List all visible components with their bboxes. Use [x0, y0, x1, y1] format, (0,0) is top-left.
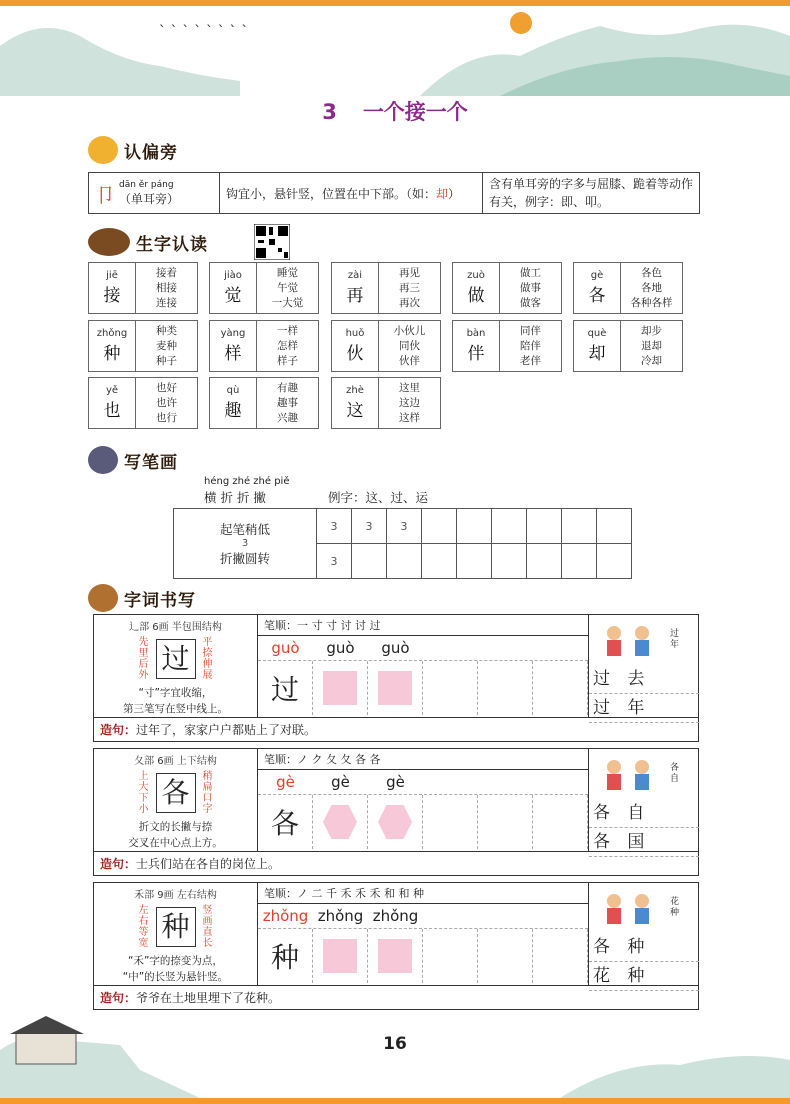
- radical-tip-close: ）: [448, 186, 461, 201]
- stroke-practice-cell[interactable]: [422, 509, 457, 544]
- practice-row: [258, 661, 588, 715]
- radical-section-header: [88, 136, 178, 164]
- char-word: 小伙儿: [393, 324, 426, 337]
- writing-block: [93, 748, 699, 876]
- char-words: [621, 263, 682, 313]
- practice-cell[interactable]: [478, 795, 533, 849]
- structure-hint-char: 长: [202, 938, 213, 949]
- ox-mascot-icon: [88, 446, 118, 474]
- word-practice: 过 去: [589, 665, 699, 694]
- pinyin-row: [258, 636, 588, 661]
- village-footer-illustration: [0, 1010, 790, 1098]
- stroke-section-header: [88, 446, 178, 474]
- structure-hint-char: 外: [138, 670, 149, 681]
- stroke-practice-cell[interactable]: [457, 544, 492, 579]
- writing-tip-line: 折文的长撇与捺: [138, 821, 213, 833]
- trace-shape: [378, 671, 412, 705]
- sentence-label: 造句：: [100, 723, 137, 737]
- char-word: 午觉: [277, 281, 298, 294]
- stroke-order-label: 笔顺：: [264, 619, 297, 632]
- radical-table: [88, 172, 700, 214]
- practice-cell[interactable]: [478, 929, 533, 983]
- mountain-header-illustration: [0, 6, 790, 96]
- illustration-caption: 各自: [670, 763, 680, 784]
- char-word: 趣事: [277, 396, 298, 409]
- stroke-order: [258, 749, 588, 770]
- char-word: 这样: [399, 411, 420, 424]
- pinyin-row: [258, 770, 588, 795]
- structure-hint-char: 大: [138, 782, 149, 793]
- word-practice: 各 种: [589, 933, 699, 962]
- model-char-cell: [258, 929, 313, 983]
- char-glyph: 各: [588, 286, 606, 306]
- writing-tip-line: 交叉在中心点上方。: [128, 837, 223, 849]
- structure-hint-char: 上: [138, 771, 149, 782]
- practice-row: [258, 795, 588, 849]
- structure-hint-char: 捺: [202, 648, 213, 659]
- char-word: 陪伴: [520, 339, 541, 352]
- structure-hint-left: [138, 771, 150, 815]
- stroke-practice-cell[interactable]: [527, 509, 562, 544]
- char-word: 退却: [641, 339, 662, 352]
- stroke-tip-line1: 起笔稍低: [219, 522, 270, 537]
- stroke-order-sequence: ノ ク 夂 夂 各 各: [297, 753, 381, 766]
- char-word: 同伙: [399, 339, 420, 352]
- pinyin-sample: guò: [271, 639, 300, 657]
- char-pinyin: yàng: [220, 328, 246, 339]
- sentence-label: 造句：: [100, 991, 137, 1005]
- char-word: 连接: [156, 296, 177, 309]
- stroke-order: [258, 615, 588, 636]
- char-card-head: [332, 321, 379, 371]
- trace-cell[interactable]: [313, 929, 368, 983]
- structure-hint-char: 口: [202, 793, 213, 804]
- char-glyph: 做: [467, 286, 485, 306]
- char-card: [88, 320, 198, 372]
- sentence-text: 士兵们站在各自的岗位上。: [136, 857, 281, 871]
- structure-hint-char: 后: [138, 659, 149, 670]
- char-word: 伙伴: [399, 354, 420, 367]
- structure-hint-char: 下: [138, 793, 149, 804]
- char-card: [88, 262, 198, 314]
- structure-hint-char: 小: [138, 804, 149, 815]
- char-pinyin: gè: [590, 270, 604, 281]
- char-words: [136, 378, 197, 428]
- char-word: 麦种: [156, 339, 177, 352]
- pinyin-sample: gè: [386, 773, 405, 791]
- char-info: 夂部 6画 上下结构: [134, 756, 217, 767]
- page-number: 16: [383, 1034, 407, 1054]
- char-card: [209, 262, 319, 314]
- practice-area: [258, 883, 589, 985]
- char-word: 也好: [156, 381, 177, 394]
- stroke-practice-cell[interactable]: [352, 544, 387, 579]
- stroke-tip-line2: 折撇圆转: [219, 551, 270, 566]
- pinyin-sample: guò: [326, 639, 355, 657]
- writing-tip-line: “寸”字宜收缩，: [138, 687, 213, 699]
- writing-tip: [94, 819, 257, 851]
- char-card-head: [332, 378, 379, 428]
- char-glyph: 这: [346, 401, 364, 421]
- word-area: [589, 749, 698, 851]
- char-glyph: 种: [103, 344, 121, 364]
- pinyin-sample: gè: [331, 773, 350, 791]
- stroke-order-sequence: ノ 二 千 禾 禾 禾 和 和 种: [297, 887, 424, 900]
- char-card-head: [453, 263, 500, 313]
- trace-shape: [323, 805, 357, 839]
- char-words: [257, 263, 318, 313]
- pinyin-sample: zhǒng: [262, 907, 309, 925]
- stroke-practice-cell[interactable]: [387, 544, 422, 579]
- char-card: [209, 377, 319, 429]
- char-pinyin: jiē: [106, 270, 118, 281]
- char-word: 冷却: [641, 354, 662, 367]
- writing-section-title: 字词书写: [124, 590, 196, 611]
- char-word: 再三: [399, 281, 420, 294]
- model-char: 种: [270, 941, 299, 974]
- radical-cell: [89, 173, 220, 214]
- structure-hint-left: [138, 905, 150, 949]
- practice-cell[interactable]: [533, 795, 588, 849]
- sentence-text: 爷爷在土地里埋下了花种。: [136, 991, 281, 1005]
- writing-tip: [94, 953, 257, 985]
- trace-cell[interactable]: [368, 661, 423, 715]
- model-char: 各: [270, 807, 299, 840]
- char-card: [573, 320, 683, 372]
- structure-hint-char: 直: [202, 927, 213, 938]
- char-card-head: [453, 321, 500, 371]
- char-analysis: [94, 883, 258, 985]
- char-words: [500, 263, 561, 313]
- stroke-practice-cell[interactable]: [457, 509, 492, 544]
- stroke-sample: 3: [317, 509, 352, 544]
- char-card: [331, 377, 441, 429]
- char-word: 再次: [399, 296, 420, 309]
- radical-meaning: 含有单耳旁的字多与屈膝、跪着等动作有关，例字：即、叩。: [483, 173, 700, 214]
- char-card-head: [574, 321, 621, 371]
- char-word: 相接: [156, 281, 177, 294]
- char-word: 种类: [156, 324, 177, 337]
- word-practice: 各 国: [589, 828, 699, 857]
- word-practice-list: [589, 799, 699, 857]
- new-chars-section-header: [88, 224, 290, 260]
- char-word: 种子: [156, 354, 177, 367]
- char-word: 这里: [399, 381, 420, 394]
- char-word: 一样: [277, 324, 298, 337]
- char-card: [331, 320, 441, 372]
- pinyin-sample: zhǒng: [317, 907, 364, 925]
- char-words: [379, 378, 440, 428]
- char-card-head: [210, 263, 257, 313]
- stroke-tip-glyph: 3: [241, 538, 249, 549]
- char-words: [257, 321, 318, 371]
- char-word: 各色: [641, 266, 662, 279]
- radical-section-title: 认偏旁: [124, 142, 178, 163]
- char-card-head: [332, 263, 379, 313]
- char-glyph: 觉: [224, 286, 242, 306]
- practice-area: [258, 749, 589, 851]
- lesson-number: 3: [322, 100, 337, 124]
- structure-hint-char: 里: [138, 648, 149, 659]
- stroke-examples: 例字：这、过、运: [328, 490, 429, 505]
- char-glyph: 伙: [346, 344, 364, 364]
- word-area: [589, 883, 698, 985]
- char-glyph: 却: [588, 344, 606, 364]
- pinyin-sample: gè: [276, 773, 295, 791]
- lesson-name: 一个接一个: [362, 100, 468, 124]
- structure-hint-left: [138, 637, 150, 681]
- char-word: 做工: [520, 266, 541, 279]
- char-glyph: 趣: [224, 401, 242, 421]
- trace-shape: [378, 805, 412, 839]
- char-card: [88, 377, 198, 429]
- structure-hint-char: 字: [202, 804, 213, 815]
- practice-cell[interactable]: [423, 795, 478, 849]
- char-pinyin: zhǒng: [96, 328, 128, 339]
- char-pinyin: zhè: [346, 385, 364, 396]
- stroke-practice-cell[interactable]: [597, 544, 632, 579]
- char-words: [379, 321, 440, 371]
- stroke-order: [258, 883, 588, 904]
- char-info: 禾部 9画 左右结构: [134, 890, 217, 901]
- char-word: 样子: [277, 354, 298, 367]
- structure-hint-char: 平: [202, 637, 213, 648]
- structure-hint-char: 展: [202, 670, 213, 681]
- char-word: 也行: [156, 411, 177, 424]
- structure-hint-right: [202, 905, 214, 949]
- structure-hint-char: 宽: [138, 938, 149, 949]
- char-pinyin: yě: [105, 385, 119, 396]
- char-words: [621, 321, 682, 371]
- writing-block: [93, 882, 699, 1010]
- pinyin-sample: guò: [381, 639, 410, 657]
- char-word: 有趣: [277, 381, 298, 394]
- stroke-tip: [174, 509, 317, 579]
- char-glyph: 也: [103, 401, 121, 421]
- trace-shape: [323, 939, 357, 973]
- sentence-text: 过年了，家家户户都贴上了对联。: [136, 723, 317, 737]
- char-words: [136, 321, 197, 371]
- char-words: [500, 321, 561, 371]
- trace-cell[interactable]: [313, 795, 368, 849]
- stroke-sample: 3: [387, 509, 422, 544]
- practice-cell[interactable]: [533, 661, 588, 715]
- char-words: [379, 263, 440, 313]
- pinyin-sample: zhǒng: [372, 907, 419, 925]
- model-char-large: 过: [156, 639, 196, 679]
- sun-decoration: [510, 12, 532, 34]
- char-card: [452, 320, 562, 372]
- char-analysis: [94, 749, 258, 851]
- char-pinyin: jiào: [224, 270, 242, 281]
- qr-code-icon[interactable]: [254, 224, 290, 260]
- char-word: 睡觉: [277, 266, 298, 279]
- trace-cell[interactable]: [368, 795, 423, 849]
- char-word: 做事: [520, 281, 541, 294]
- structure-hint-char: 右: [138, 916, 149, 927]
- char-card: [573, 262, 683, 314]
- radical-glyph: 卩: [95, 182, 115, 207]
- structure-hint-char: 稍: [202, 771, 213, 782]
- char-word: 做客: [520, 296, 541, 309]
- structure-hint-char: 先: [138, 637, 149, 648]
- stroke-practice-cell[interactable]: [562, 509, 597, 544]
- char-pinyin: zài: [347, 270, 363, 281]
- char-pinyin: huǒ: [345, 328, 365, 339]
- char-word: 兴趣: [277, 411, 298, 424]
- birds-decoration: ՝ ՝ ՝ ՝ ՝ ՝ ՝ ՝: [160, 24, 248, 40]
- char-pinyin: qù: [226, 385, 240, 396]
- word-practice: 各 自: [589, 799, 699, 828]
- stroke-sample: 3: [317, 544, 352, 579]
- pinyin-row: [258, 904, 588, 929]
- trace-shape: [323, 671, 357, 705]
- char-word: 也许: [156, 396, 177, 409]
- stroke-practice-cell[interactable]: [562, 544, 597, 579]
- radical-tip-text: 钩宜小，悬针竖，位置在中下部。（如：: [226, 186, 437, 201]
- writing-tip: [94, 685, 257, 717]
- writing-tip-line: “禾”字的捺变为点，: [128, 955, 223, 967]
- trace-cell[interactable]: [368, 929, 423, 983]
- lesson-title: [0, 96, 790, 126]
- practice-cell[interactable]: [423, 929, 478, 983]
- trace-shape: [378, 939, 412, 973]
- dragon-mascot-icon: [88, 584, 118, 612]
- char-card-head: [574, 263, 621, 313]
- model-char: 过: [270, 673, 299, 706]
- structure-hint-right: [202, 771, 214, 815]
- char-card: [452, 262, 562, 314]
- radical-pinyin: dān ěr páng: [119, 179, 174, 190]
- monkey-mascot-icon: [88, 228, 130, 256]
- char-card-head: [89, 378, 136, 428]
- structure-hint-char: 等: [138, 927, 149, 938]
- char-info: 辶部 6画 半包围结构: [129, 622, 222, 633]
- char-card: [331, 262, 441, 314]
- stroke-name: 横 折 折 撇: [204, 490, 266, 505]
- new-chars-section-title: 生字认读: [136, 234, 208, 255]
- practice-cell[interactable]: [478, 661, 533, 715]
- word-practice-list: [589, 933, 699, 991]
- char-card-head: [89, 263, 136, 313]
- structure-hint-char: 竖: [202, 905, 213, 916]
- writing-tip-line: “中”的长竖为悬针竖。: [122, 971, 229, 983]
- stroke-sample: 3: [352, 509, 387, 544]
- stroke-practice-cell[interactable]: [422, 544, 457, 579]
- stroke-practice-grid: [173, 508, 632, 579]
- char-glyph: 样: [224, 344, 242, 364]
- char-word: 这边: [399, 396, 420, 409]
- structure-hint-right: [202, 637, 214, 681]
- stroke-practice-cell[interactable]: [527, 544, 562, 579]
- writing-tip-line: 第三笔写在竖中线上。: [123, 703, 228, 715]
- radical-name: （单耳旁）: [119, 191, 180, 206]
- structure-hint-char: 画: [202, 916, 213, 927]
- char-card-head: [210, 321, 257, 371]
- char-glyph: 再: [346, 286, 364, 306]
- illustration-caption: 花种: [670, 897, 680, 918]
- practice-cell[interactable]: [423, 661, 478, 715]
- char-glyph: 伴: [467, 344, 485, 364]
- trace-cell[interactable]: [313, 661, 368, 715]
- char-words: [257, 378, 318, 428]
- char-word: 却步: [641, 324, 662, 337]
- practice-area: [258, 615, 589, 717]
- char-card: [209, 320, 319, 372]
- writing-block: [93, 614, 699, 742]
- char-word: 各种各样: [630, 296, 673, 309]
- practice-row: [258, 929, 588, 983]
- char-word: 接着: [156, 266, 177, 279]
- char-word: 怎样: [277, 339, 298, 352]
- char-word: 再见: [399, 266, 420, 279]
- char-card-head: [89, 321, 136, 371]
- char-pinyin: què: [587, 328, 607, 339]
- char-word: 同伴: [520, 324, 541, 337]
- char-word: 一大觉: [271, 296, 304, 309]
- model-char-large: 各: [156, 773, 196, 813]
- model-char-large: 种: [156, 907, 196, 947]
- word-practice: 过 年: [589, 694, 699, 723]
- char-pinyin: bàn: [466, 328, 486, 339]
- sentence-label: 造句：: [100, 857, 137, 871]
- structure-hint-char: 扁: [202, 782, 213, 793]
- char-word: 老伴: [520, 354, 541, 367]
- char-analysis: [94, 615, 258, 717]
- char-word: 各地: [641, 281, 662, 294]
- bottom-border: [0, 1098, 790, 1104]
- word-practice-list: [589, 665, 699, 723]
- practice-cell[interactable]: [533, 929, 588, 983]
- char-card-head: [210, 378, 257, 428]
- stroke-pinyin: héng zhé zhé piě: [204, 476, 290, 487]
- writing-section-header: [88, 584, 196, 612]
- char-glyph: 接: [103, 286, 121, 306]
- structure-hint-char: 伸: [202, 659, 213, 670]
- structure-hint-char: 左: [138, 905, 149, 916]
- tiger-mascot-icon: [88, 136, 118, 164]
- stroke-practice-cell[interactable]: [597, 509, 632, 544]
- word-area: [589, 615, 698, 717]
- stroke-order-label: 笔顺：: [264, 887, 297, 900]
- stroke-order-sequence: 一 寸 寸 讨 讨 过: [297, 619, 381, 632]
- word-practice: 花 种: [589, 962, 699, 991]
- stroke-order-label: 笔顺：: [264, 753, 297, 766]
- model-char-cell: [258, 795, 313, 849]
- stroke-section-title: 写笔画: [124, 452, 178, 473]
- stroke-practice-cell[interactable]: [492, 509, 527, 544]
- char-pinyin: zuò: [467, 270, 485, 281]
- stroke-practice-cell[interactable]: [492, 544, 527, 579]
- illustration-caption: 过年: [670, 629, 680, 650]
- char-words: [136, 263, 197, 313]
- model-char-cell: [258, 661, 313, 715]
- radical-tip-example: 却: [436, 186, 449, 201]
- radical-writing-tip: [220, 173, 483, 214]
